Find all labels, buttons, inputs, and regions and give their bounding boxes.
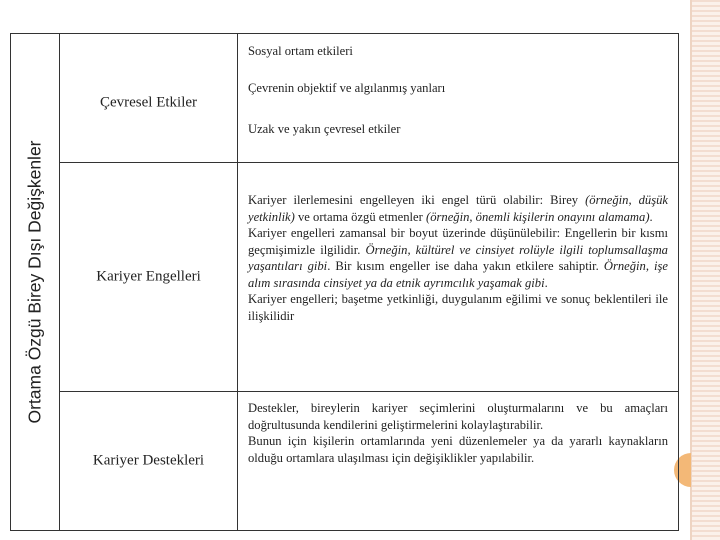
text-run: . <box>649 209 653 224</box>
description-line: Uzak ve yakın çevresel etkiler <box>248 122 401 136</box>
category-cell <box>60 34 238 162</box>
decorative-border-stripe <box>690 0 720 540</box>
text-run: Kariyer engelleri zamansal bir boyut üzerinde düşünülebilir: Engellerin bir kısmı geçmişimizle ilgilidir. <box>248 226 668 257</box>
text-run: . <box>544 275 548 290</box>
category-cell <box>60 163 238 391</box>
example-text: Örneğin, işe alım sırasında cinsiyet ya da etnik ayrımcılık yaşamak gibi <box>248 259 668 290</box>
category-label: Kariyer Engelleri <box>96 268 201 285</box>
description-paragraph <box>248 192 668 225</box>
description-paragraph <box>248 225 668 291</box>
text-run: . Bir kısım engeller ise daha yakın etkilere sahiptir. <box>327 259 604 273</box>
description-paragraph: Kariyer engelleri; başetme yetkinliği, duygulanım eğilimi ve sonuç beklentileri ile ilişkilidir <box>248 292 668 323</box>
text-run: ve ortama özgü etmenler <box>294 209 426 224</box>
text-run: Kariyer ilerlemesini engelleyen iki engel türü olabilir: Birey <box>248 193 586 207</box>
table-row-environmental <box>60 34 678 163</box>
example-text: Örneğin, kültürel ve cinsiyet rolüyle ilgili toplumsallaşma yaşantıları gibi <box>248 242 668 273</box>
category-label: Çevresel Etkiler <box>99 94 198 111</box>
category-cell <box>60 392 238 530</box>
example-text: (örneğin, önemli kişilerin onayını alamama) <box>426 209 650 224</box>
description-line: Sosyal ortam etkileri <box>248 44 353 58</box>
table-row-barriers <box>60 163 678 392</box>
description-cell <box>238 392 678 530</box>
description-paragraph: Bunun için kişilerin ortamlarında yeni düzenlemeler ya da yararlı kaynakların olduğu ortamlara ulaşılması için değişiklikler yapılabilir. <box>248 434 668 465</box>
example-text: (örneğin, düşük yetkinlik) <box>248 193 668 224</box>
description-cell <box>238 163 678 391</box>
variables-table <box>10 33 679 531</box>
description-paragraph: Destekler, bireylerin kariyer seçimlerini oluşturmalarını ve bu amaçları doğrultusunda kendilerini geliştirmelerini kolaylaştırabilir. <box>248 401 668 432</box>
side-label-column <box>11 34 60 530</box>
category-label: Kariyer Destekleri <box>92 452 205 469</box>
description-line: Çevrenin objektif ve algılanmış yanları <box>248 81 446 95</box>
table-row-supports <box>60 392 678 530</box>
description-cell <box>238 34 678 162</box>
side-label: Ortama Özgü Birey Dışı Değişkenler <box>24 140 45 424</box>
